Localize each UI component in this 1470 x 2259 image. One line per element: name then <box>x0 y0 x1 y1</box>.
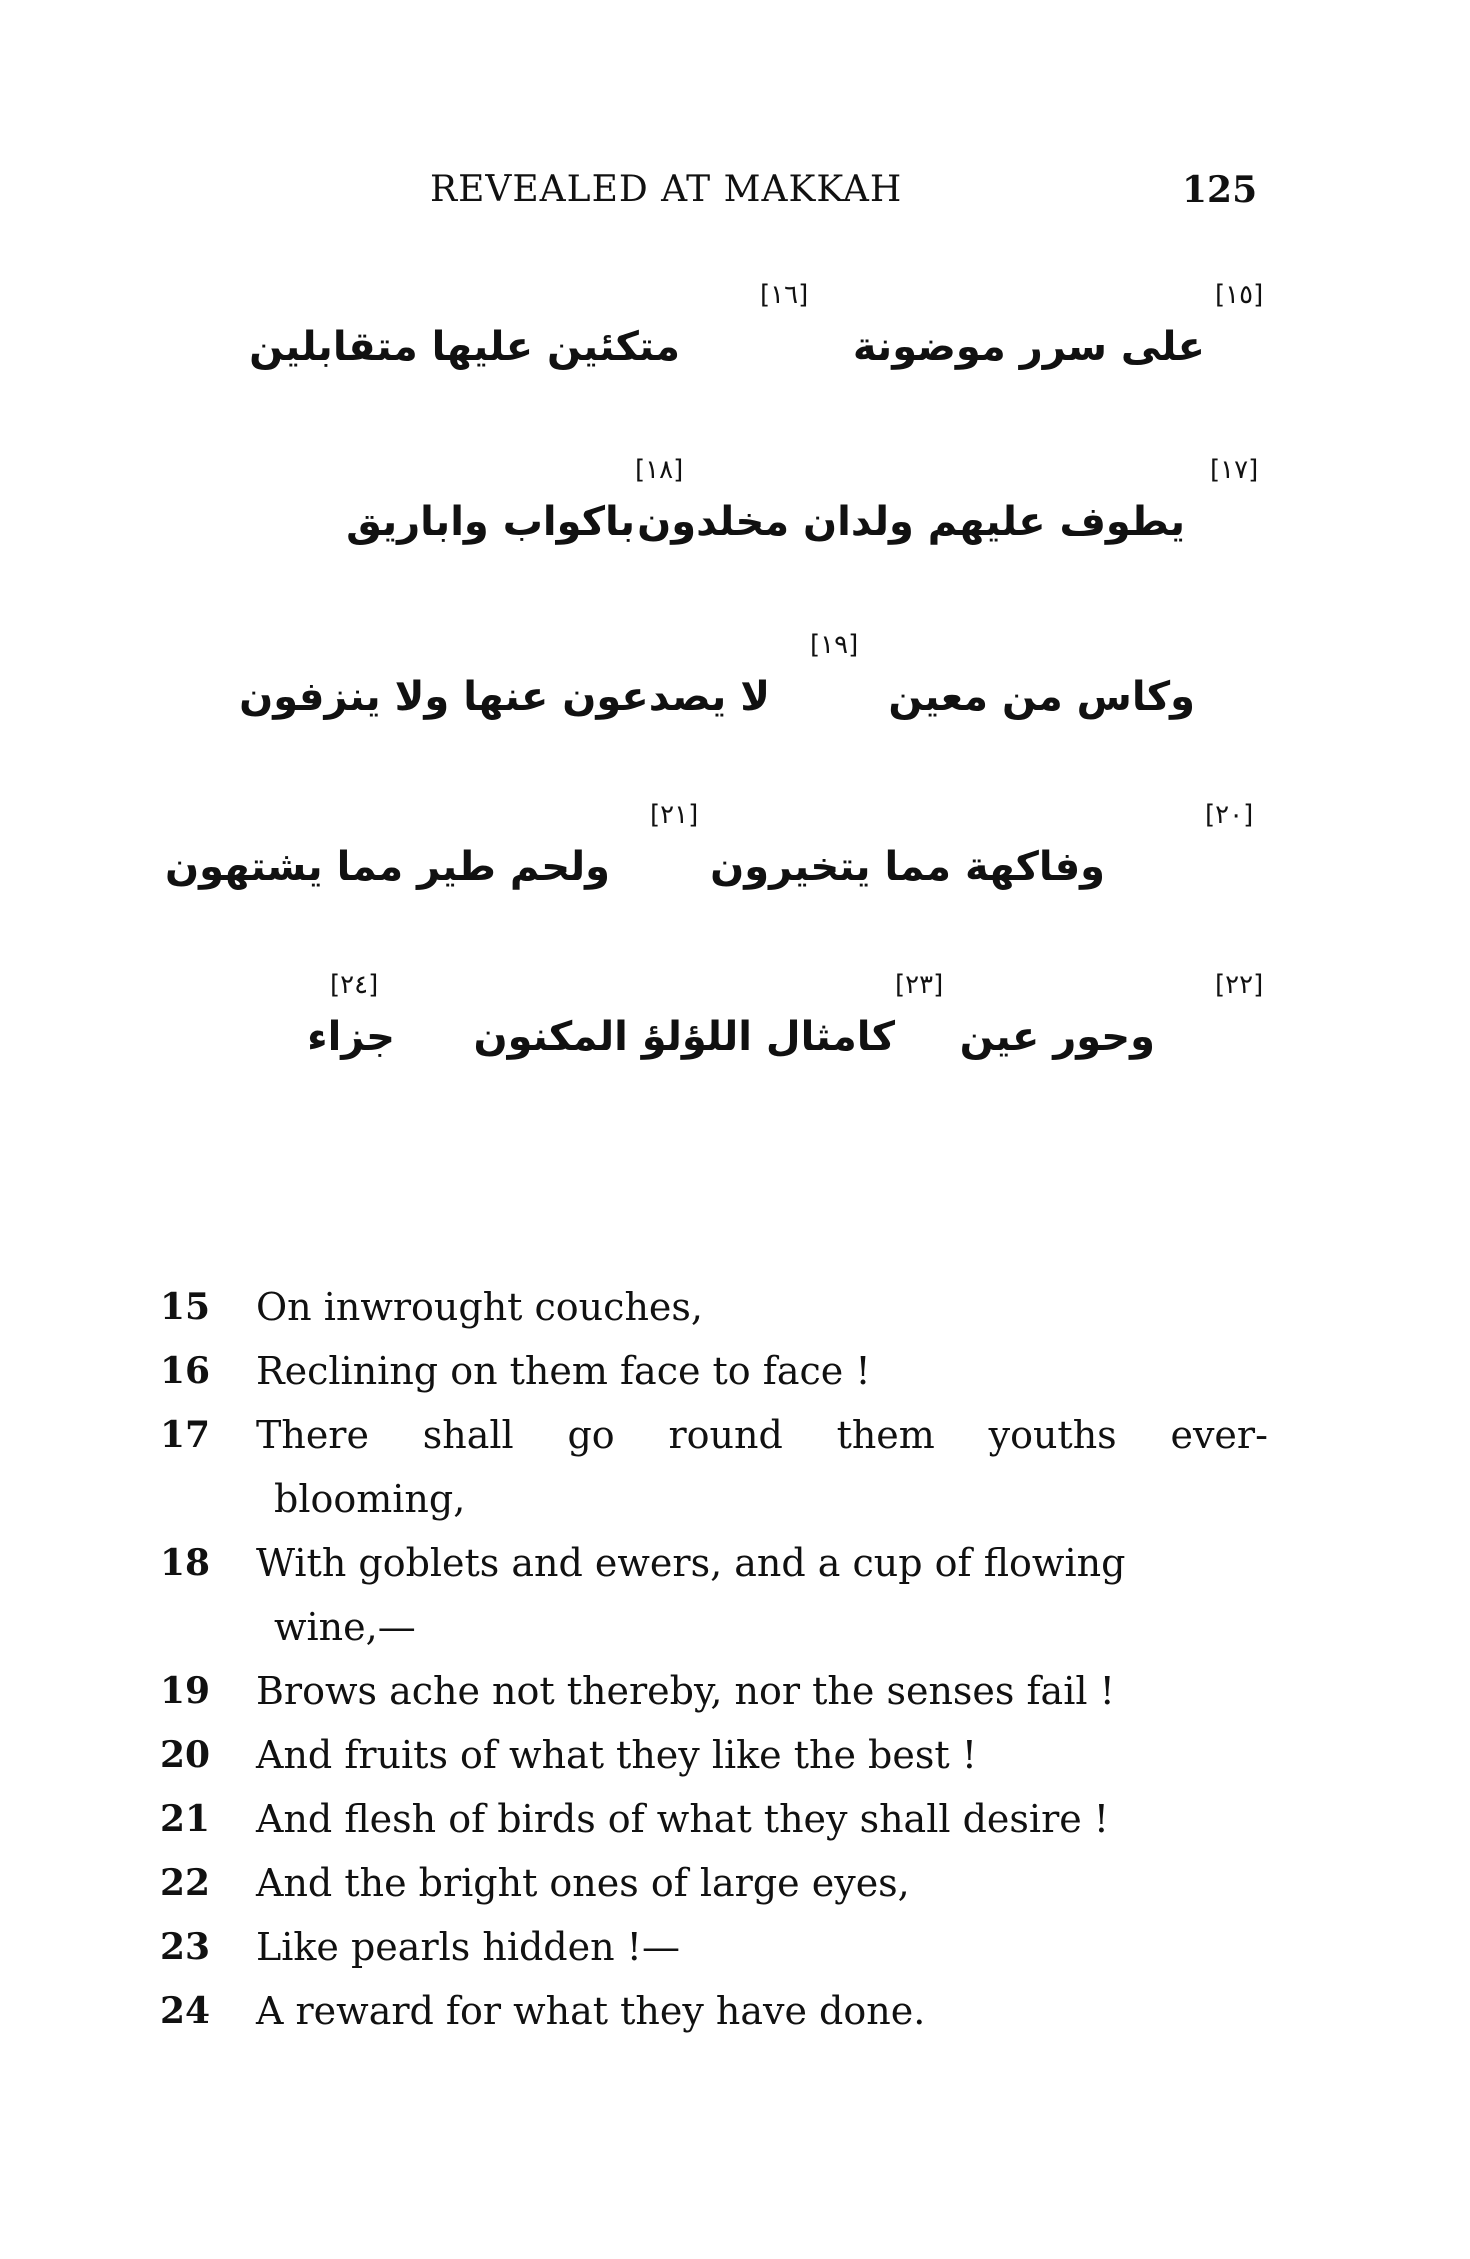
word: youths <box>988 1413 1117 1457</box>
verse-text: A reward for what they have done. <box>256 1989 926 2033</box>
word: shall <box>422 1413 514 1457</box>
verse-text: Reclining on them face to face ! <box>256 1349 871 1393</box>
verse-text <box>256 1403 1268 1467</box>
arabic-line <box>205 265 1275 415</box>
verse-marker: [٢١] <box>650 800 699 830</box>
english-translation <box>160 1275 1280 2043</box>
verse-continuation: blooming, <box>274 1477 466 1521</box>
verse-19 <box>160 1659 1280 1723</box>
arabic-verse-text: وكاس من معين <box>888 674 1195 720</box>
arabic-verse-text: باكواب واباريق <box>346 499 635 545</box>
verse-number: 23 <box>160 1926 211 1968</box>
arabic-verse-text: لا يصدعون عنها ولا ينزفون <box>239 674 770 720</box>
word: round <box>668 1413 783 1457</box>
arabic-verse-text: ولحم طير مما يشتهون <box>164 844 610 890</box>
verse-marker: [٢٢] <box>1215 970 1264 1000</box>
word: ever- <box>1170 1413 1268 1457</box>
arabic-verse-text: وحور عين <box>959 1014 1155 1060</box>
verse-text: With goblets and ewers, and a cup of flowing <box>256 1541 1126 1585</box>
arabic-line <box>164 785 1275 935</box>
verse-text: Like pearls hidden !— <box>256 1925 680 1969</box>
verse-marker: [٢٠] <box>1205 800 1254 830</box>
verse-marker: [١٦] <box>760 280 809 310</box>
verse-number: 16 <box>160 1350 211 1392</box>
verse-23 <box>160 1915 1280 1979</box>
verse-24 <box>160 1979 1280 2043</box>
running-title: REVEALED AT MAKKAH <box>430 169 903 210</box>
verse-continuation: wine,— <box>274 1605 416 1649</box>
verse-20 <box>160 1723 1280 1787</box>
verse-text: On inwrought couches, <box>256 1285 703 1329</box>
verse-17 <box>160 1403 1280 1531</box>
verse-number: 17 <box>160 1414 211 1456</box>
arabic-line <box>205 615 1275 765</box>
word: go <box>567 1413 615 1457</box>
arabic-verse-text: وفاكهة مما يتخيرون <box>710 844 1105 890</box>
word: them <box>836 1413 935 1457</box>
verse-16 <box>160 1339 1280 1403</box>
verse-text: And flesh of birds of what they shall desire ! <box>256 1797 1110 1841</box>
verse-marker: [٢٤] <box>330 970 379 1000</box>
verse-15 <box>160 1275 1280 1339</box>
verse-number: 15 <box>160 1286 211 1328</box>
verse-number: 18 <box>160 1542 211 1584</box>
verse-text: Brows ache not thereby, nor the senses fail ! <box>256 1669 1115 1713</box>
verse-marker: [١٨] <box>635 455 684 485</box>
verse-marker: [١٥] <box>1215 280 1264 310</box>
arabic-verse-text: يطوف عليهم ولدان مخلدون <box>637 499 1185 545</box>
word: There <box>256 1413 369 1457</box>
verse-number: 24 <box>160 1990 211 2032</box>
page-header <box>0 165 1470 215</box>
verse-number: 22 <box>160 1862 211 1904</box>
verse-marker: [١٩] <box>810 630 859 660</box>
verse-marker: [١٧] <box>1210 455 1259 485</box>
verse-number: 19 <box>160 1670 211 1712</box>
verse-marker: [٢٣] <box>895 970 944 1000</box>
arabic-line <box>205 440 1275 590</box>
verse-21 <box>160 1787 1280 1851</box>
verse-text: And fruits of what they like the best ! <box>256 1733 977 1777</box>
verse-22 <box>160 1851 1280 1915</box>
verse-number: 21 <box>160 1798 211 1840</box>
verse-text: And the bright ones of large eyes, <box>256 1861 910 1905</box>
arabic-line <box>205 955 1275 1105</box>
arabic-verse-text: جزاء <box>307 1014 395 1060</box>
verse-number: 20 <box>160 1734 211 1776</box>
arabic-verse-text: على سرر موضونة <box>852 324 1205 370</box>
arabic-verse-text: متكئين عليها متقابلين <box>249 324 680 370</box>
verse-18 <box>160 1531 1280 1659</box>
arabic-verse-text: كامثال اللؤلؤ المكنون <box>473 1014 895 1060</box>
page-number: 125 <box>1182 169 1258 211</box>
